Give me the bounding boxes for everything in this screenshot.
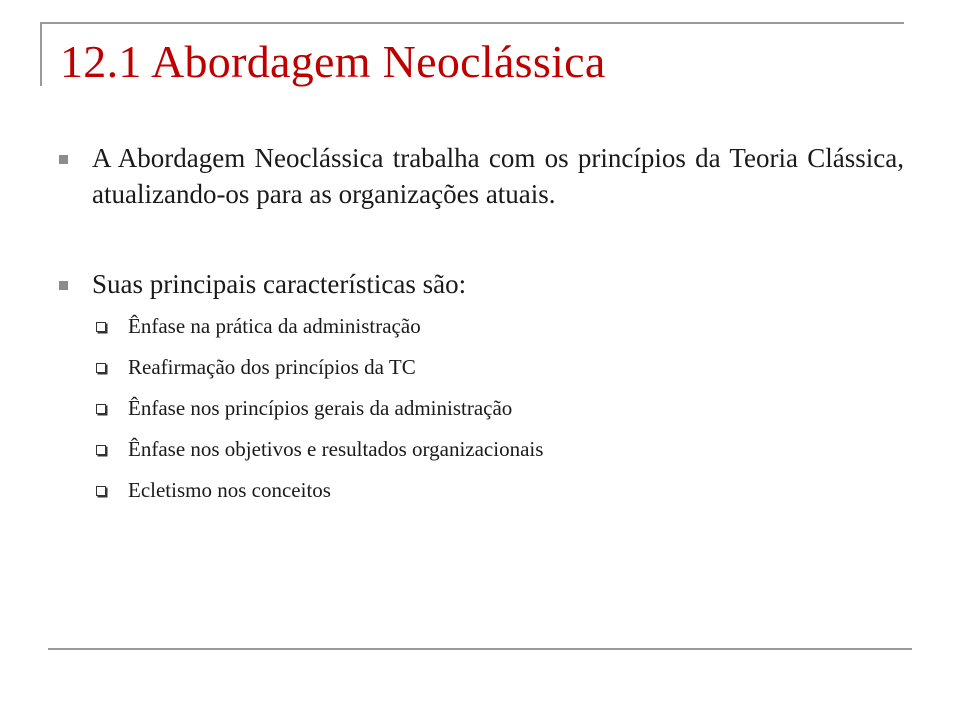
sub-bullet-item	[128, 476, 868, 504]
hollow-square-bullet-icon	[96, 363, 106, 373]
sub-bullet-text: Ecletismo nos conceitos	[128, 478, 331, 502]
bullet-text: A Abordagem Neoclássica trabalha com os princípios da Teoria Clássica, atualizando-os para as organizações atuais.	[92, 143, 904, 209]
left-border-line	[40, 22, 42, 86]
top-border-line	[40, 22, 904, 24]
bullet-item-definition	[92, 140, 904, 212]
bullet-item-characteristics	[92, 266, 904, 302]
sub-bullet-text: Ênfase nos princípios gerais da administração	[128, 396, 513, 420]
hollow-square-bullet-icon	[96, 404, 106, 414]
sub-bullet-item	[128, 312, 868, 340]
bullet-text: Suas principais características são:	[92, 269, 467, 299]
hollow-square-bullet-icon	[96, 486, 106, 496]
hollow-square-bullet-icon	[96, 445, 106, 455]
sub-bullet-text: Ênfase nos objetivos e resultados organizacionais	[128, 437, 544, 461]
sub-bullet-text: Ênfase na prática da administração	[128, 314, 421, 338]
sub-bullet-item	[128, 435, 868, 463]
sub-bullet-item	[128, 353, 868, 381]
hollow-square-bullet-icon	[96, 322, 106, 332]
bottom-border-line	[48, 648, 912, 650]
sub-bullet-text: Reafirmação dos princípios da TC	[128, 355, 416, 379]
gray-square-bullet-icon	[59, 155, 68, 164]
gray-square-bullet-icon	[59, 281, 68, 290]
sub-bullet-item	[128, 394, 868, 422]
slide-title: 12.1 Abordagem Neoclássica	[60, 36, 606, 87]
